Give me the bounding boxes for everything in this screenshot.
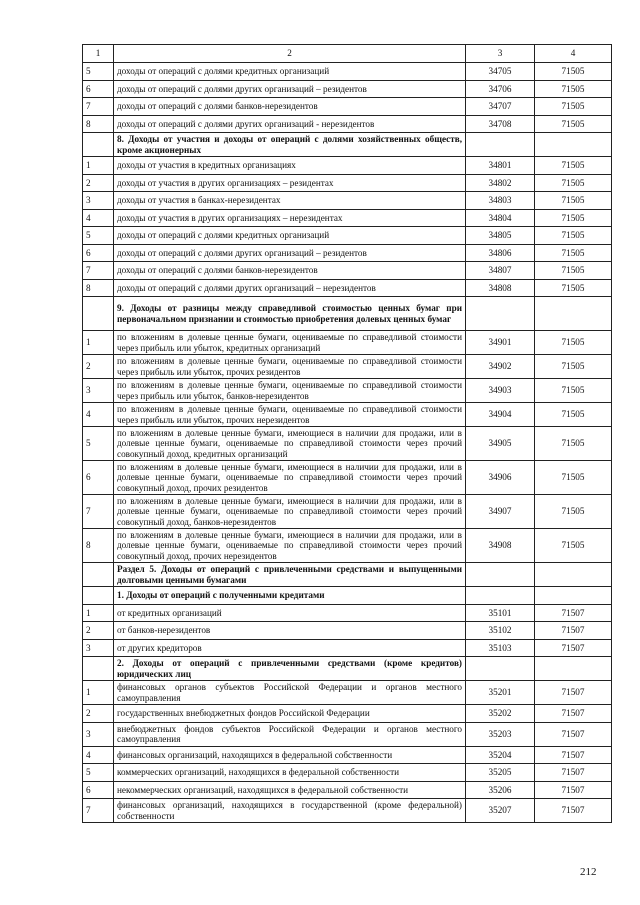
row-description: доходы от операций с долями других организаций – нерезидентов [114, 279, 466, 297]
row-symbol [535, 297, 612, 331]
row-symbol [535, 587, 612, 605]
row-description: от других кредиторов [114, 639, 466, 657]
row-description: по вложениям в долевые ценные бумаги, имеющиеся в наличии для продажи, или в долевые ценные бумаги, оцениваемые по справедливой стоимости через прочий совокупный доход, прочих резидентов [114, 461, 466, 495]
row-number: 5 [83, 764, 114, 782]
row-account-code: 34801 [466, 157, 535, 175]
section-heading-row [83, 657, 612, 681]
row-account-code: 34906 [466, 461, 535, 495]
row-symbol: 71505 [535, 157, 612, 175]
table-row [83, 379, 612, 403]
row-symbol: 71505 [535, 331, 612, 355]
row-number: 2 [83, 622, 114, 640]
row-description: доходы от операций с долями банков-нерезидентов [114, 98, 466, 116]
row-symbol: 71505 [535, 262, 612, 280]
row-number: 3 [83, 192, 114, 210]
row-account-code: 34808 [466, 279, 535, 297]
row-symbol: 71507 [535, 746, 612, 764]
header-col-4: 4 [535, 45, 612, 63]
row-description: доходы от участия в других организациях – нерезидентах [114, 209, 466, 227]
row-number: 2 [83, 174, 114, 192]
row-account-code: 34901 [466, 331, 535, 355]
row-number: 1 [83, 157, 114, 175]
row-account-code: 34804 [466, 209, 535, 227]
row-number: 8 [83, 115, 114, 133]
table-row [83, 764, 612, 782]
row-account-code: 35201 [466, 681, 535, 705]
row-account-code: 35204 [466, 746, 535, 764]
row-number: 4 [83, 403, 114, 427]
row-description: 1. Доходы от операций с полученными кредитами [114, 587, 466, 605]
table-row [83, 227, 612, 245]
row-description: доходы от операций с долями кредитных организаций [114, 63, 466, 81]
table-row [83, 799, 612, 823]
row-symbol: 71507 [535, 681, 612, 705]
row-description: финансовых организаций, находящихся в государственной (кроме федеральной) собственности [114, 799, 466, 823]
row-symbol: 71505 [535, 227, 612, 245]
row-symbol: 71505 [535, 355, 612, 379]
row-account-code: 35206 [466, 781, 535, 799]
row-number: 5 [83, 427, 114, 461]
row-account-code: 35203 [466, 722, 535, 746]
row-number: 7 [83, 98, 114, 116]
row-number [83, 563, 114, 587]
row-symbol: 71507 [535, 764, 612, 782]
row-account-code: 34707 [466, 98, 535, 116]
table-row [83, 722, 612, 746]
row-symbol: 71505 [535, 495, 612, 529]
row-account-code: 35103 [466, 639, 535, 657]
row-description: 2. Доходы от операций с привлеченными средствами (кроме кредитов) юридических лиц [114, 657, 466, 681]
row-account-code: 34805 [466, 227, 535, 245]
row-description: доходы от операций с долями кредитных организаций [114, 227, 466, 245]
accounts-table [82, 44, 612, 823]
row-account-code: 34904 [466, 403, 535, 427]
row-account-code [466, 133, 535, 157]
row-number: 2 [83, 705, 114, 723]
table-row [83, 331, 612, 355]
row-description: доходы от операций с долями других организаций – резидентов [114, 80, 466, 98]
row-symbol: 71505 [535, 403, 612, 427]
table-row [83, 639, 612, 657]
table-row [83, 63, 612, 81]
table-row [83, 495, 612, 529]
row-symbol: 71505 [535, 192, 612, 210]
row-symbol: 71507 [535, 604, 612, 622]
row-number: 7 [83, 262, 114, 280]
row-description: государственных внебюджетных фондов Российской Федерации [114, 705, 466, 723]
row-account-code [466, 563, 535, 587]
row-number: 8 [83, 279, 114, 297]
row-description: по вложениям в долевые ценные бумаги, имеющиеся в наличии для продажи, или в долевые ценные бумаги, оцениваемые по справедливой стоимости через прочий совокупный доход, прочих нерезидентов [114, 529, 466, 563]
row-description: по вложениям в долевые ценные бумаги, оцениваемые по справедливой стоимости через прибыль или убыток, прочих резидентов [114, 355, 466, 379]
row-account-code: 35205 [466, 764, 535, 782]
page-number: 212 [580, 866, 597, 878]
row-account-code: 35101 [466, 604, 535, 622]
row-number [83, 657, 114, 681]
table-row [83, 80, 612, 98]
row-symbol: 71505 [535, 461, 612, 495]
row-description: доходы от операций с долями других организаций – резидентов [114, 244, 466, 262]
table-row [83, 529, 612, 563]
row-symbol: 71507 [535, 705, 612, 723]
section-heading-row [83, 133, 612, 157]
row-description: 9. Доходы от разницы между справедливой стоимостью ценных бумаг при первоначальном признании и стоимостью приобретения долевых ценных бумаг [114, 297, 466, 331]
table-row [83, 427, 612, 461]
row-description: 8. Доходы от участия и доходы от операций с долями хозяйственных обществ, кроме акционерных [114, 133, 466, 157]
row-symbol: 71507 [535, 622, 612, 640]
row-symbol: 71505 [535, 279, 612, 297]
section-heading-row [83, 587, 612, 605]
row-description: коммерческих организаций, находящихся в федеральной собственности [114, 764, 466, 782]
row-account-code: 34802 [466, 174, 535, 192]
row-number: 1 [83, 331, 114, 355]
row-number: 2 [83, 355, 114, 379]
row-account-code: 34803 [466, 192, 535, 210]
row-account-code: 34905 [466, 427, 535, 461]
row-number: 8 [83, 529, 114, 563]
row-description: по вложениям в долевые ценные бумаги, имеющиеся в наличии для продажи, или в долевые ценные бумаги, оцениваемые по справедливой стоимости через прочий совокупный доход, кредитных организаций [114, 427, 466, 461]
row-symbol: 71505 [535, 98, 612, 116]
row-account-code: 34903 [466, 379, 535, 403]
row-description: некоммерческих организаций, находящихся в федеральной собственности [114, 781, 466, 799]
row-account-code: 35202 [466, 705, 535, 723]
row-symbol: 71505 [535, 115, 612, 133]
row-account-code: 34706 [466, 80, 535, 98]
table-row [83, 115, 612, 133]
table-row [83, 209, 612, 227]
row-description: Раздел 5. Доходы от операций с привлеченными средствами и выпущенными долговыми ценными бумагами [114, 563, 466, 587]
row-number: 5 [83, 227, 114, 245]
header-row [83, 45, 612, 63]
row-description: от банков-нерезидентов [114, 622, 466, 640]
row-account-code: 34705 [466, 63, 535, 81]
table-row [83, 192, 612, 210]
row-description: доходы от участия в банках-нерезидентах [114, 192, 466, 210]
row-account-code [466, 587, 535, 605]
row-symbol: 71507 [535, 781, 612, 799]
row-account-code: 34807 [466, 262, 535, 280]
row-symbol: 71505 [535, 379, 612, 403]
row-number: 7 [83, 799, 114, 823]
row-account-code [466, 297, 535, 331]
row-account-code: 35102 [466, 622, 535, 640]
header-col-2: 2 [114, 45, 466, 63]
row-description: финансовых организаций, находящихся в федеральной собственности [114, 746, 466, 764]
table-row [83, 403, 612, 427]
row-symbol: 71505 [535, 209, 612, 227]
row-account-code: 34708 [466, 115, 535, 133]
table-row [83, 681, 612, 705]
row-symbol [535, 563, 612, 587]
section-heading-row [83, 563, 612, 587]
row-description: внебюджетных фондов субъектов Российской Федерации и органов местного самоуправления [114, 722, 466, 746]
table-row [83, 279, 612, 297]
table-row [83, 705, 612, 723]
row-account-code: 34907 [466, 495, 535, 529]
row-number: 6 [83, 80, 114, 98]
row-symbol [535, 133, 612, 157]
row-description: по вложениям в долевые ценные бумаги, оцениваемые по справедливой стоимости через прибыль или убыток, банков-нерезидентов [114, 379, 466, 403]
table-row [83, 604, 612, 622]
table-row [83, 781, 612, 799]
table-row [83, 622, 612, 640]
row-symbol [535, 657, 612, 681]
row-account-code: 34908 [466, 529, 535, 563]
header-col-3: 3 [466, 45, 535, 63]
header-col-1: 1 [83, 45, 114, 63]
row-number: 1 [83, 604, 114, 622]
row-number [83, 133, 114, 157]
table-row [83, 157, 612, 175]
table-row [83, 262, 612, 280]
row-symbol: 71505 [535, 529, 612, 563]
row-description: от кредитных организаций [114, 604, 466, 622]
row-description: финансовых органов субъектов Российской Федерации и органов местного самоуправления [114, 681, 466, 705]
row-symbol: 71505 [535, 63, 612, 81]
row-description: доходы от участия в кредитных организациях [114, 157, 466, 175]
row-number: 3 [83, 722, 114, 746]
row-description: доходы от операций с долями банков-нерезидентов [114, 262, 466, 280]
row-number: 6 [83, 781, 114, 799]
row-symbol: 71505 [535, 80, 612, 98]
row-number: 6 [83, 461, 114, 495]
row-description: по вложениям в долевые ценные бумаги, оцениваемые по справедливой стоимости через прибыль или убыток, прочих нерезидентов [114, 403, 466, 427]
row-number: 5 [83, 63, 114, 81]
row-symbol: 71505 [535, 244, 612, 262]
table-row [83, 461, 612, 495]
row-symbol: 71505 [535, 427, 612, 461]
table-body [83, 45, 612, 823]
row-symbol: 71507 [535, 639, 612, 657]
row-number: 3 [83, 379, 114, 403]
row-account-code: 34902 [466, 355, 535, 379]
row-number: 3 [83, 639, 114, 657]
row-number [83, 587, 114, 605]
row-number: 1 [83, 681, 114, 705]
row-number [83, 297, 114, 331]
section-heading-row [83, 297, 612, 331]
row-symbol: 71507 [535, 722, 612, 746]
table-row [83, 174, 612, 192]
row-number: 7 [83, 495, 114, 529]
table-row [83, 746, 612, 764]
row-description: доходы от участия в других организациях – резидентах [114, 174, 466, 192]
row-description: доходы от операций с долями других организаций - нерезидентов [114, 115, 466, 133]
table-row [83, 244, 612, 262]
row-symbol: 71507 [535, 799, 612, 823]
row-description: по вложениям в долевые ценные бумаги, оцениваемые по справедливой стоимости через прибыль или убыток, кредитных организаций [114, 331, 466, 355]
row-description: по вложениям в долевые ценные бумаги, имеющиеся в наличии для продажи, или в долевые ценные бумаги, оцениваемые по справедливой стоимости через прочий совокупный доход, банков-нерезидентов [114, 495, 466, 529]
row-number: 4 [83, 209, 114, 227]
row-number: 6 [83, 244, 114, 262]
row-account-code: 35207 [466, 799, 535, 823]
table-row [83, 98, 612, 116]
table-row [83, 355, 612, 379]
row-account-code: 34806 [466, 244, 535, 262]
row-number: 4 [83, 746, 114, 764]
row-symbol: 71505 [535, 174, 612, 192]
row-account-code [466, 657, 535, 681]
